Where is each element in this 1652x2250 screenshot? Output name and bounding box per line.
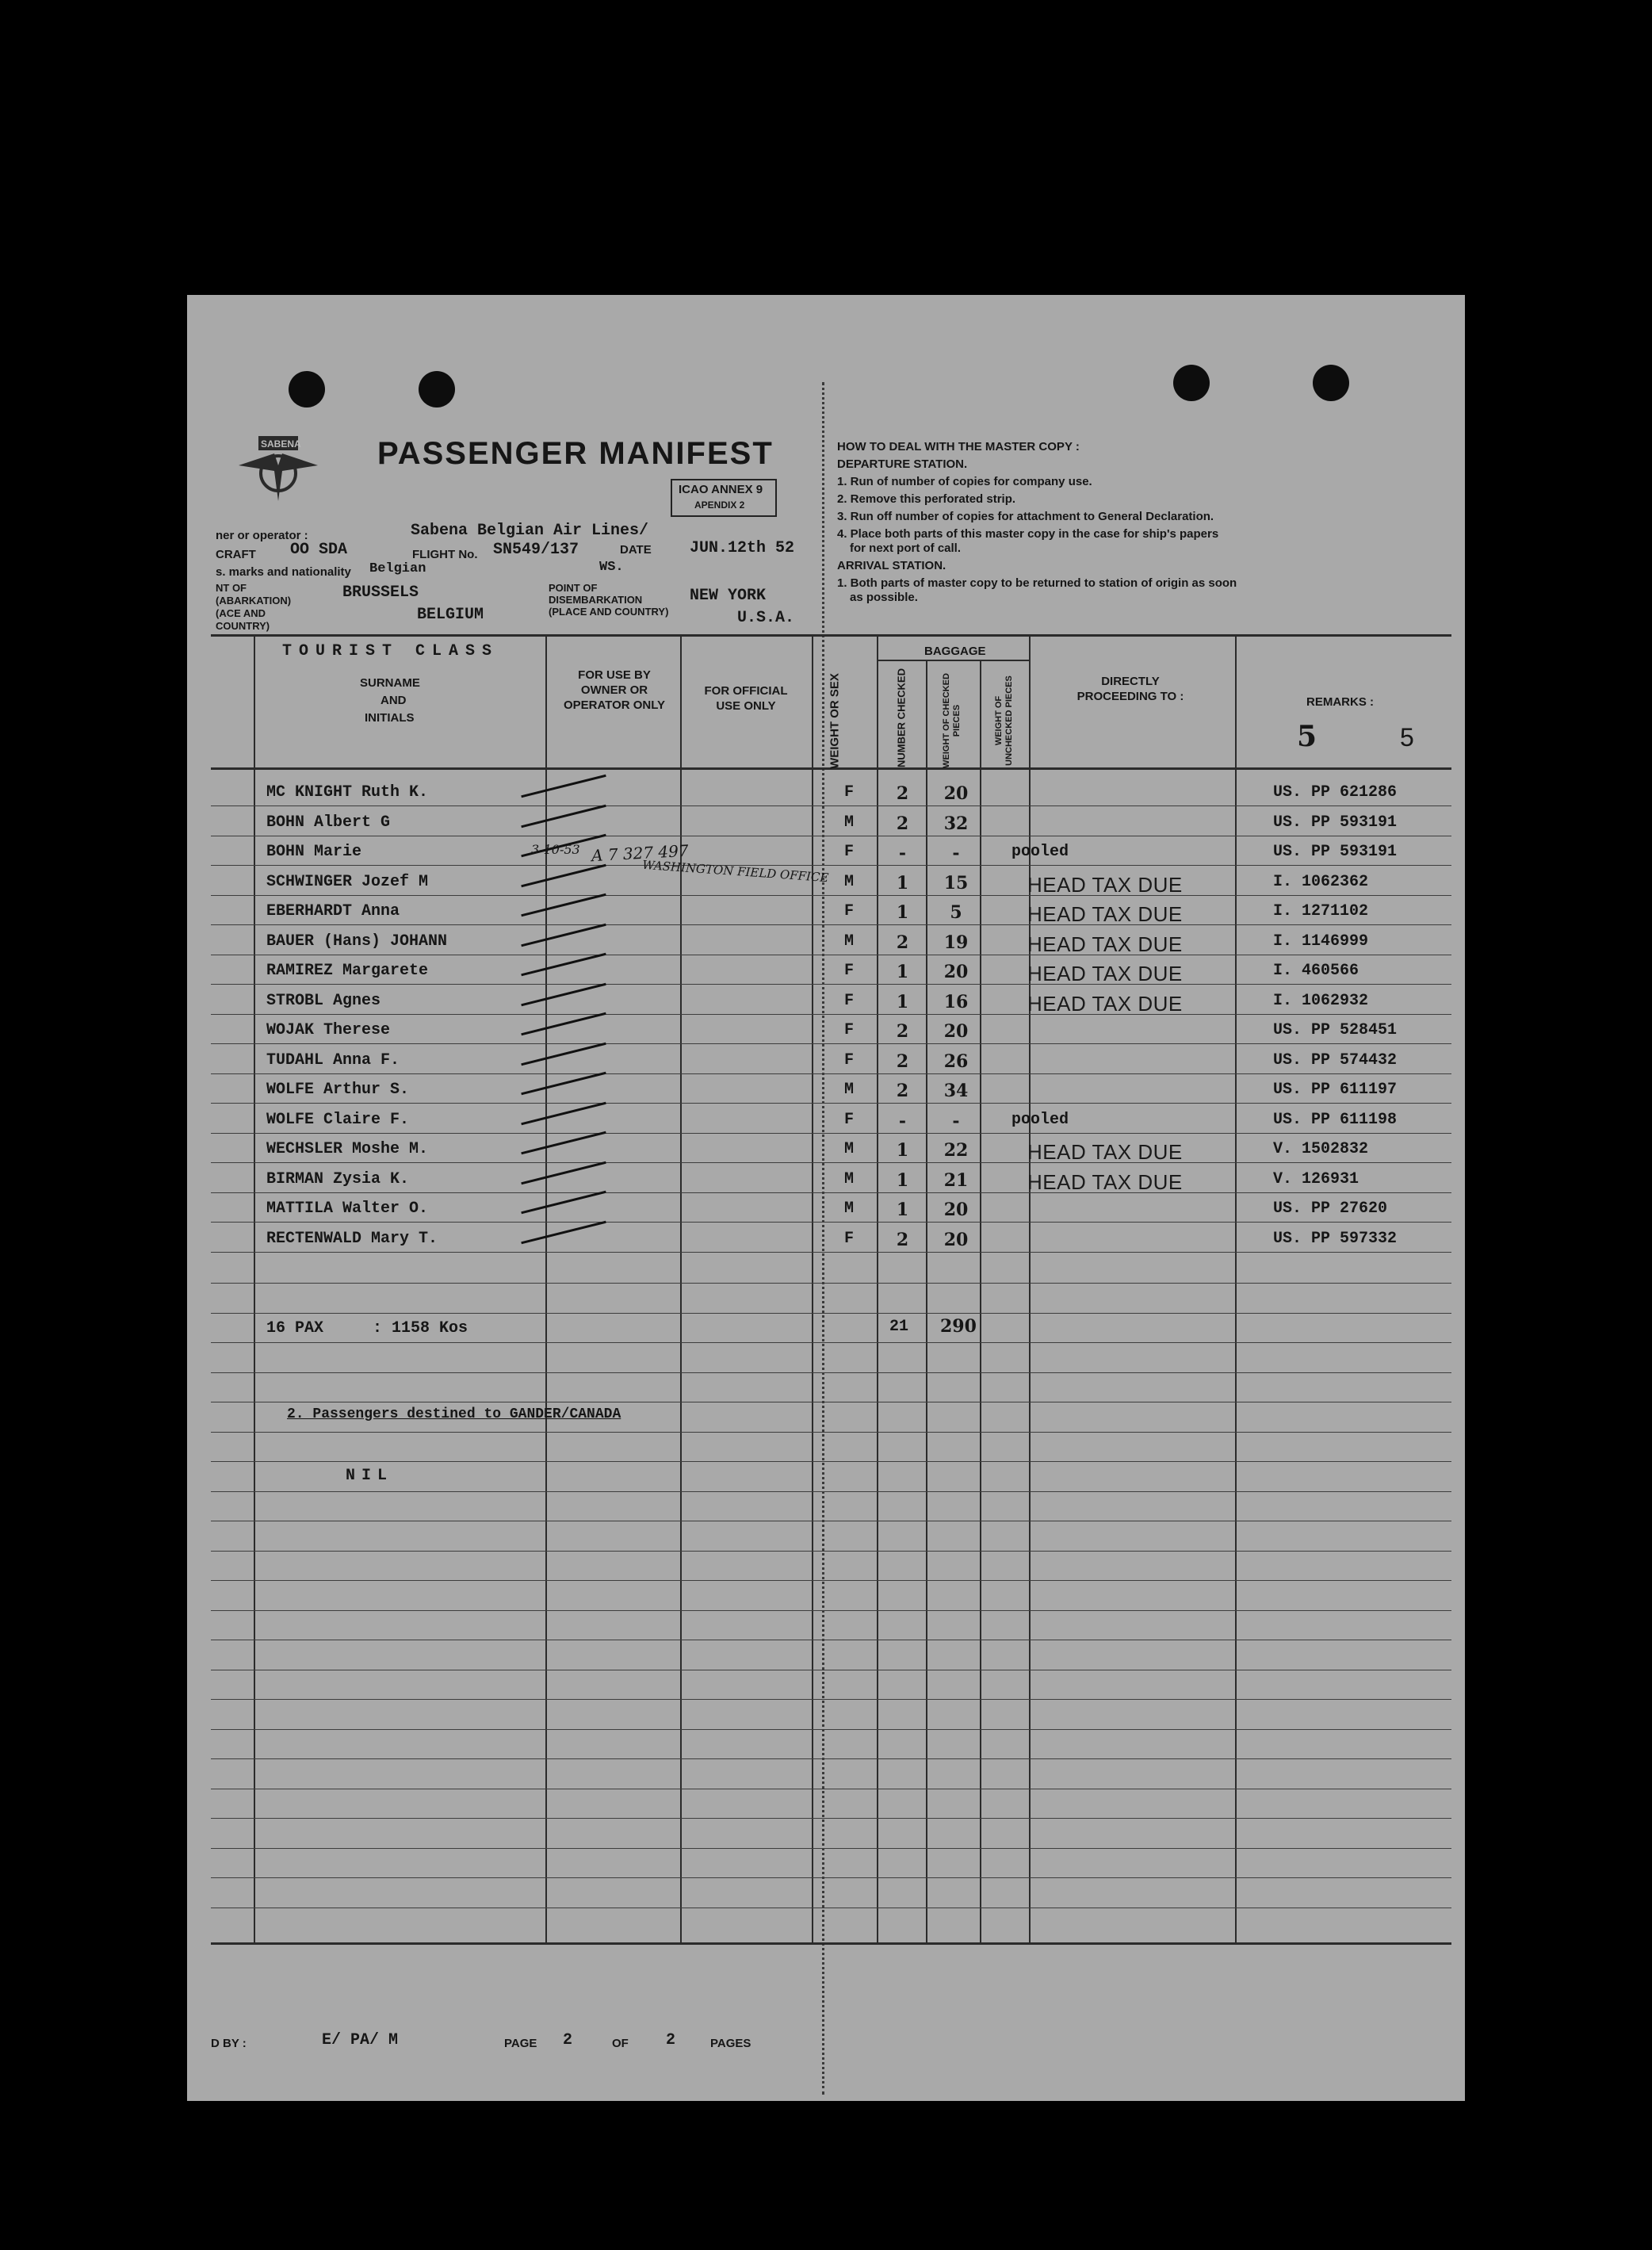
baggage-number: 2 (896, 783, 909, 804)
operator-value: Sabena Belgian Air Lines/ (411, 522, 649, 540)
class-label: TOURIST CLASS (282, 642, 499, 660)
check-mark (521, 863, 606, 887)
flight-value: SN549/137 (493, 541, 579, 559)
passenger-sex: F (843, 1110, 854, 1129)
empty-rule (211, 1372, 1451, 1373)
row-rule (211, 984, 1451, 985)
passenger-remark: US. PP 597332 (1273, 1229, 1398, 1248)
passenger-remark: V. 126931 (1273, 1169, 1359, 1188)
empty-rule (211, 1699, 1451, 1700)
check-mark (521, 953, 606, 977)
row-rule (211, 1014, 1451, 1015)
section2-value: NIL (346, 1467, 394, 1485)
baggage-weight: 20 (943, 962, 969, 982)
row-rule (211, 1103, 1451, 1104)
passenger-name: MC KNIGHT Ruth K. (266, 783, 429, 802)
punch-hole (1313, 365, 1349, 401)
passenger-remark: US. PP 611198 (1273, 1110, 1398, 1129)
passenger-sex: F (843, 843, 854, 861)
row-rule (211, 1133, 1451, 1134)
baggage-number: 2 (896, 1050, 909, 1072)
totals-pax: 16 PAX (266, 1319, 324, 1337)
embark-label: NT OF (ABARKATION) (ACE AND COUNTRY) (216, 582, 292, 632)
directly-proceeding-note: HEAD TAX DUE (1027, 991, 1183, 1016)
disembark-label: POINT OF DISEMBARKATION (PLACE AND COUNTRY) (549, 582, 669, 618)
empty-rule (211, 1848, 1451, 1849)
baggage-number: 1 (896, 962, 909, 982)
table-row (187, 897, 1465, 926)
date-label: DATE (620, 543, 652, 557)
schwinger-alien-number: A 7 327 497 (591, 840, 690, 866)
header-and: AND (380, 694, 407, 707)
instruction-step: as possible. (850, 591, 918, 604)
check-mark (521, 982, 606, 1006)
baggage-weight: 20 (943, 783, 969, 804)
passenger-name: WOLFE Arthur S. (266, 1081, 410, 1099)
header-directly-proceeding: DIRECTLY PROCEEDING TO : (1076, 675, 1184, 703)
baggage-number: 2 (896, 1229, 909, 1250)
passenger-sex: F (843, 783, 854, 802)
empty-rule (211, 1491, 1451, 1492)
footer-pages-label: PAGES (710, 2037, 751, 2050)
footer-of-label: OF (612, 2037, 629, 2050)
instruction-step: 3. Run off number of copies for attachment to General Declaration. (837, 510, 1214, 523)
instruction-step: 1. Both parts of master copy to be returned to station of origin as soon (837, 576, 1237, 590)
baggage-number: 1 (896, 1169, 909, 1191)
disembark-place: NEW YORK (690, 587, 767, 605)
passenger-remark: I. 1146999 (1273, 932, 1369, 951)
check-mark (521, 1220, 606, 1244)
row-rule (211, 924, 1451, 925)
baggage-weight: 15 (943, 872, 969, 893)
baggage-number: 1 (896, 1140, 909, 1161)
table-row (187, 779, 1465, 807)
passenger-remark: V. 1502832 (1273, 1140, 1369, 1158)
instruction-step: 4. Place both parts of this master copy in the case for ship's papers (837, 527, 1219, 541)
passenger-name: WECHSLER Moshe M. (266, 1140, 429, 1158)
baggage-number: - (898, 843, 907, 863)
table-row (187, 809, 1465, 837)
baggage-weight: 5 (950, 902, 962, 923)
baggage-number: 1 (896, 902, 909, 923)
icao-box (671, 479, 777, 517)
craft-value: OO SDA (290, 541, 348, 559)
baggage-weight: 22 (943, 1140, 969, 1161)
embark-place: BRUSSELS (342, 584, 419, 602)
baggage-weight: - (952, 1110, 960, 1131)
directly-proceeding-note: HEAD TAX DUE (1027, 962, 1183, 985)
baggage-weight: 20 (943, 1021, 969, 1042)
empty-rule (211, 1877, 1451, 1878)
empty-rule (211, 1461, 1451, 1462)
passenger-name: EBERHARDT Anna (266, 902, 400, 920)
punch-hole (1173, 365, 1210, 401)
arrival-heading: ARRIVAL STATION. (837, 559, 946, 572)
totals-baggage-weight: 290 (940, 1316, 977, 1337)
directly-proceeding-note: pooled (1011, 1110, 1069, 1129)
header-remarks: REMARKS : (1306, 695, 1374, 709)
table-top-border (211, 634, 1451, 637)
punch-hole (289, 371, 325, 408)
passenger-remark: US. PP 611197 (1273, 1081, 1398, 1099)
totals-weight: : 1158 Kos (373, 1319, 468, 1337)
table-row (187, 1225, 1465, 1253)
baggage-weight: 20 (943, 1229, 969, 1250)
passenger-remark: US. PP 593191 (1273, 813, 1398, 832)
check-mark (521, 1161, 606, 1184)
totals-pieces: 21 (889, 1318, 909, 1336)
directly-proceeding-note: HEAD TAX DUE (1027, 1140, 1183, 1164)
empty-rule (211, 1432, 1451, 1433)
table-row (187, 1165, 1465, 1194)
passenger-name: MATTILA Walter O. (266, 1200, 429, 1218)
table-row (187, 1106, 1465, 1135)
row-rule (211, 1073, 1451, 1074)
schwinger-date: 3-10-53 (531, 842, 580, 857)
table-row (187, 1076, 1465, 1104)
footer-by-value: E/ PA/ M (322, 2031, 399, 2049)
check-mark (521, 1042, 606, 1066)
baggage-weight: 21 (943, 1169, 969, 1191)
baggage-weight: 19 (943, 932, 969, 953)
row-rule (211, 1192, 1451, 1193)
header-baggage: BAGGAGE (924, 645, 986, 658)
row-rule (211, 1222, 1451, 1223)
passenger-remark: US. PP 528451 (1273, 1021, 1398, 1039)
check-mark (521, 1101, 606, 1125)
empty-rule (211, 1313, 1451, 1314)
embark-country: BELGIUM (417, 606, 484, 624)
empty-rule (211, 1818, 1451, 1819)
baggage-number: 2 (896, 813, 909, 834)
table-row (187, 1135, 1465, 1164)
baggage-weight: 26 (943, 1050, 969, 1072)
passenger-remark: I. 460566 (1273, 962, 1359, 980)
punch-hole (419, 371, 455, 408)
table-row (187, 928, 1465, 956)
passenger-remark: US. PP 621286 (1273, 783, 1398, 802)
nationality-label: s. marks and nationality (216, 565, 351, 579)
passenger-sex: F (843, 1050, 854, 1070)
nationality-value: Belgian (369, 561, 426, 576)
section2-heading: 2. Passengers destined to GANDER/CANADA (287, 1406, 621, 1422)
passenger-sex: F (843, 991, 854, 1010)
check-mark (521, 893, 606, 917)
baggage-number: - (898, 1110, 907, 1131)
baggage-number: 2 (896, 932, 909, 953)
icao-label: ICAO ANNEX 9 (679, 483, 763, 496)
empty-rule (211, 1610, 1451, 1611)
check-mark (521, 1131, 606, 1155)
passenger-sex: M (843, 872, 854, 891)
baggage-weight: - (952, 843, 960, 863)
directly-proceeding-note: HEAD TAX DUE (1027, 1169, 1183, 1194)
directly-proceeding-note: pooled (1011, 843, 1069, 861)
passenger-sex: M (843, 1140, 854, 1158)
row-rule (211, 865, 1451, 866)
header-owner-use: FOR USE BY OWNER OR OPERATOR ONLY (563, 668, 666, 712)
passenger-sex: M (843, 1081, 854, 1099)
footer-border (211, 1942, 1451, 1945)
baggage-number: 1 (896, 872, 909, 893)
operator-label: ner or operator : (216, 529, 308, 542)
passenger-remark: US. PP 593191 (1273, 843, 1398, 861)
passenger-name: BAUER (Hans) JOHANN (266, 932, 448, 951)
instructions-heading: HOW TO DEAL WITH THE MASTER COPY : (837, 440, 1080, 453)
ws-value: WS. (599, 560, 624, 575)
passenger-name: BOHN Marie (266, 843, 362, 861)
passenger-name: WOLFE Claire F. (266, 1110, 410, 1129)
passenger-name: BOHN Albert G (266, 813, 391, 832)
baggage-number: 1 (896, 1200, 909, 1220)
passenger-sex: M (843, 1169, 854, 1188)
empty-rule (211, 1580, 1451, 1581)
header-initials: INITIALS (365, 711, 415, 725)
header-weight-checked: WEIGHT OF CHECKED PIECES (942, 673, 962, 768)
check-mark (521, 804, 606, 828)
header-official-use: FOR OFFICIAL USE ONLY (704, 684, 788, 713)
passenger-sex: F (843, 1229, 854, 1248)
passenger-name: TUDAHL Anna F. (266, 1050, 400, 1070)
instruction-step: 2. Remove this perforated strip. (837, 492, 1016, 506)
check-mark (521, 775, 606, 798)
header-surname: SURNAME (360, 676, 420, 690)
icao-sub: APENDIX 2 (694, 499, 745, 511)
check-mark (521, 1191, 606, 1215)
passenger-sex: M (843, 932, 854, 951)
row-rule (211, 1252, 1451, 1253)
passenger-sex: M (843, 813, 854, 832)
table-row (187, 1016, 1465, 1045)
table-row (187, 1195, 1465, 1223)
footer-of-value: 2 (666, 2031, 676, 2049)
empty-rule (211, 1729, 1451, 1730)
table-row (187, 1047, 1465, 1075)
passenger-remark: US. PP 574432 (1273, 1050, 1398, 1070)
instruction-step: for next port of call. (850, 541, 962, 555)
passenger-name: BIRMAN Zysia K. (266, 1169, 410, 1188)
passenger-name: WOJAK Therese (266, 1021, 391, 1039)
passenger-sex: F (843, 1021, 854, 1039)
row-rule (211, 805, 1451, 806)
footer-page-value: 2 (563, 2031, 573, 2049)
baggage-weight: 20 (943, 1200, 969, 1220)
empty-rule (211, 1758, 1451, 1759)
header-weight-unchecked: WEIGHT OF UNCHECKED PIECES (994, 675, 1014, 766)
baggage-weight: 34 (943, 1081, 969, 1101)
passenger-sex: M (843, 1200, 854, 1218)
schwinger-office: WASHINGTON FIELD OFFICE (641, 857, 829, 886)
check-mark (521, 1012, 606, 1036)
passenger-sex: F (843, 902, 854, 920)
disembark-country: U.S.A. (737, 609, 795, 627)
row-rule (211, 1043, 1451, 1044)
footer-by-label: D BY : (211, 2037, 247, 2050)
header-number-checked: NUMBER CHECKED (895, 668, 908, 767)
passenger-name: RAMIREZ Margarete (266, 962, 429, 980)
empty-rule (211, 1551, 1451, 1552)
baggage-weight: 16 (943, 991, 969, 1012)
check-mark (521, 1072, 606, 1096)
baggage-number: 2 (896, 1081, 909, 1101)
row-rule (211, 895, 1451, 896)
directly-proceeding-note: HEAD TAX DUE (1027, 932, 1183, 956)
flight-label: FLIGHT No. (412, 548, 478, 561)
passenger-name: STROBL Agnes (266, 991, 381, 1010)
row-rule (211, 1162, 1451, 1163)
date-value: JUN.12th 52 (690, 539, 795, 557)
count-written: 5 (1400, 723, 1414, 752)
manifest-sheet (187, 295, 1465, 2101)
table-row (187, 957, 1465, 985)
passenger-remark: I. 1271102 (1273, 902, 1369, 920)
baggage-weight: 32 (943, 813, 969, 834)
passenger-remark: I. 1062932 (1273, 991, 1369, 1010)
table-row (187, 987, 1465, 1016)
empty-rule (211, 1283, 1451, 1284)
check-mark (521, 923, 606, 947)
baggage-number: 2 (896, 1021, 909, 1042)
count-hand: 5 (1297, 720, 1317, 753)
logo-text: SABENA (261, 438, 301, 450)
header-weight-sex: WEIGHT OR SEX (828, 673, 842, 769)
passenger-name: RECTENWALD Mary T. (266, 1229, 438, 1248)
instruction-step: 1. Run of number of copies for company use. (837, 475, 1092, 488)
passenger-name: SCHWINGER Jozef M (266, 872, 429, 891)
manifest-title: PASSENGER MANIFEST (377, 436, 774, 471)
directly-proceeding-note: HEAD TAX DUE (1027, 872, 1183, 897)
baggage-divider (877, 660, 1029, 661)
craft-label: CRAFT (216, 548, 256, 561)
empty-rule (211, 1342, 1451, 1343)
baggage-number: 1 (896, 991, 909, 1012)
sabena-logo (235, 430, 322, 505)
footer-page-label: PAGE (504, 2037, 537, 2050)
table-row (187, 838, 1465, 867)
passenger-remark: I. 1062362 (1273, 872, 1369, 891)
passenger-sex: F (843, 962, 854, 980)
directly-proceeding-note: HEAD TAX DUE (1027, 902, 1183, 926)
departure-heading: DEPARTURE STATION. (837, 457, 968, 471)
passenger-remark: US. PP 27620 (1273, 1200, 1388, 1218)
